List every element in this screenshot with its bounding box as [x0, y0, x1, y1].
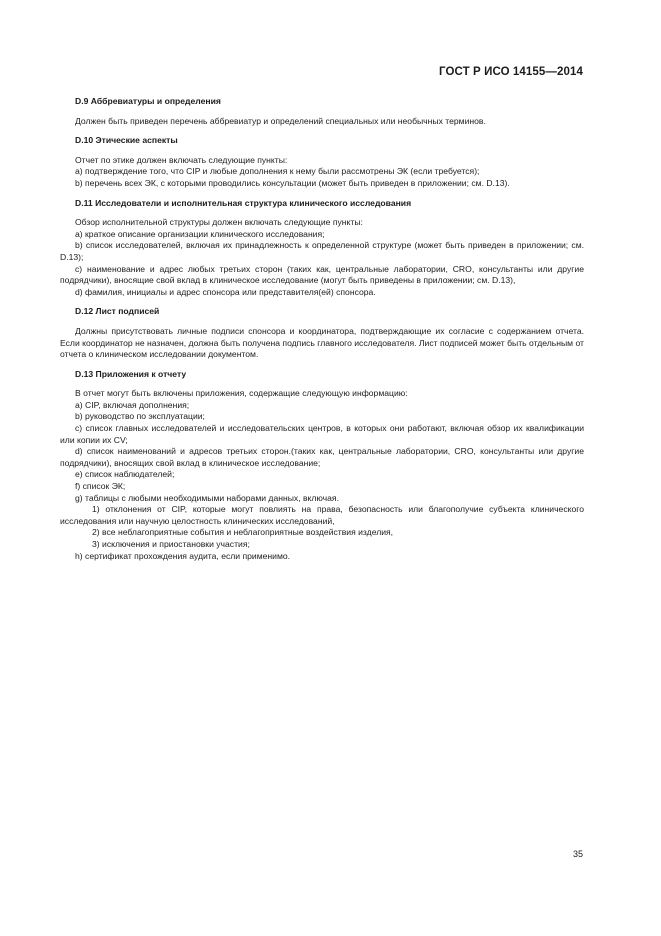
list-item: c) наименование и адрес любых третьих сторон (таких как, центральные лаборатории, CRO, консультанты или другие подрядчики), вносящие свой вклад в клиническое исследование (могут быть приведены в приложении; см. D.13), — [60, 263, 584, 286]
paragraph: Обзор исполнительной структуры должен включать следующие пункты: — [75, 217, 363, 228]
list-item: d) фамилия, инициалы и адрес спонсора или представителя(ей) спонсора. — [75, 286, 376, 297]
sub-list-item: 3) исключения и приостановки участия; — [92, 539, 250, 549]
list-item: d) список наименований и адресов третьих сторон.(таких как, центральные лаборатории, CRO, консультанты или другие подрядчики), вносящих свой вклад в клиническое исследование; — [60, 446, 584, 468]
list-item: e) список наблюдателей; — [75, 469, 175, 480]
list-item: b) руководство по эксплуатации; — [75, 411, 205, 422]
list-item: g) таблицы с любыми необходимыми наборами данных, включая. — [75, 492, 339, 503]
section-d10 — [60, 135, 584, 189]
document-body — [60, 92, 584, 570]
paragraph: Должны присутствовать личные подписи спонсора и координатора, подтверждающие их согласие с содержанием отчета. Если координатор не назначен, должна быть получена подпись главного исследователя. Лист подписей может быть отдельным от отчета о клиническом исследовании документом. — [60, 325, 584, 360]
list-item: f) список ЭК; — [75, 481, 126, 492]
section-d13 — [60, 369, 584, 563]
sub-list-item: 2) все неблагоприятные события и неблагоприятные воздействия изделия, — [92, 527, 394, 538]
page-number: 35 — [572, 849, 583, 859]
section-heading: D.9 Аббревиатуры и определения — [75, 96, 221, 106]
document-code: ГОСТ Р ИСО 14155—2014 — [438, 66, 583, 78]
paragraph: Должен быть приведен перечень аббревиатур и определений специальных или необычных терминов. — [75, 115, 486, 126]
list-item: а) подтверждение того, что CIP и любые дополнения к нему были рассмотрены ЭК (если требуется); — [75, 166, 480, 177]
list-item: а) краткое описание организации клинического исследования; — [75, 228, 325, 239]
paragraph: Отчет по этике должен включать следующие пункты: — [75, 154, 288, 165]
sub-list-item: 1) отклонения от CIP, которые могут повлиять на права, безопасность или благополучие субъекта клинического исследования или научную целостность клинических исследований, — [60, 504, 584, 526]
list-item: h) сертификат прохождения аудита, если применимо. — [75, 550, 291, 561]
section-heading: D.11 Исследователи и исполнительная структура клинического исследования — [75, 197, 412, 208]
list-item: c) список главных исследователей и исследовательских центров, в которых они работают, включая обзор их квалификации или копии их CV; — [60, 423, 584, 445]
section-d12 — [60, 306, 584, 360]
paragraph: В отчет могут быть включены приложения, содержащие следующую информацию: — [75, 388, 408, 399]
section-d11 — [60, 198, 584, 299]
section-heading: D.13 Приложения к отчету — [75, 368, 187, 379]
list-item: b) список исследователей, включая их принадлежность к определенной структуре (может быть приведен в приложении; см. D.13); — [60, 240, 584, 262]
section-d9 — [60, 96, 584, 127]
section-heading: D.10 Этические аспекты — [75, 135, 178, 146]
list-item: b) перечень всех ЭК, с которыми проводились консультации (может быть приведен в приложении; см. D.13). — [75, 177, 510, 188]
section-heading: D.12 Лист подписей — [75, 306, 160, 317]
list-item: а) CIP, включая дополнения; — [75, 399, 190, 410]
